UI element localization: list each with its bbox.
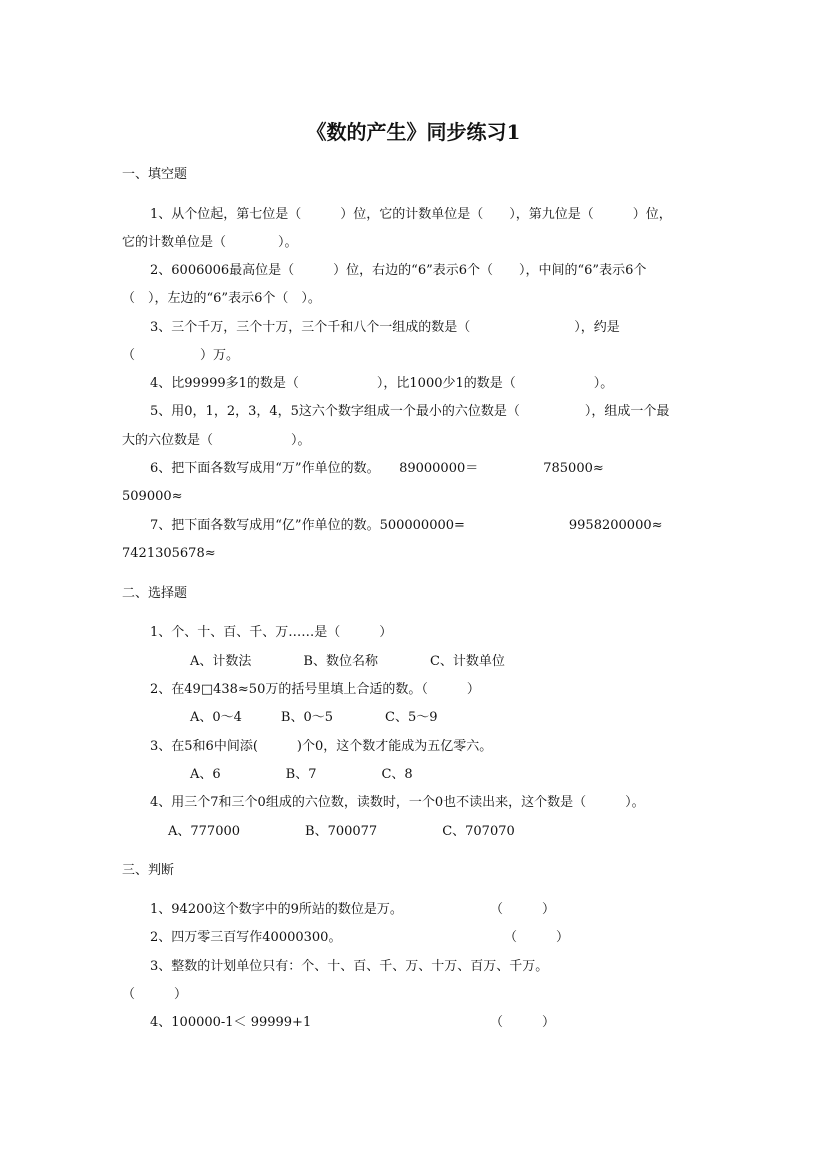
fill-q2-line2: （ ），左边的“6”表示6个（ ）。: [122, 291, 321, 306]
fill-q6-line2: 509000≈: [122, 489, 183, 504]
judge-q3: 3、整数的计划单位只有：个、十、百、千、万、十万、百万、千万。: [150, 959, 549, 974]
fill-q5-line2: 大的六位数是（ ）。: [122, 433, 311, 448]
fill-q2-line1: 2、6006006最高位是（ ）位，右边的“6”表示6个（ ），中间的“6”表示6个: [150, 263, 647, 278]
judge-q2: 2、四万零三百写作40000300。: [150, 930, 342, 945]
section-heading-judge: 三、判断: [122, 863, 175, 878]
fill-q7-line2: 7421305678≈: [122, 546, 216, 561]
fill-q4: 4、比99999多1的数是（ ），比1000少1的数是（ ）。: [150, 376, 614, 391]
choice-q2: 2、在49□438≈50万的括号里填上合适的数。（ ）: [150, 682, 480, 697]
fill-q3-line1: 3、三个千万，三个十万，三个千和八个一组成的数是（ ），约是: [150, 320, 620, 335]
choice-q3: 3、在5和6中间添( )个0，这个数才能成为五亿零六。: [150, 739, 493, 754]
fill-q1-line1: 1、从个位起，第七位是（ ）位，它的计数单位是（ ），第九位是（ ）位，: [150, 207, 672, 222]
choice-q3-options: A、6 B、7 C、8: [190, 767, 413, 782]
fill-q1-line2: 它的计数单位是（ ）。: [122, 235, 298, 250]
choice-q1-options: A、计数法 B、数位名称 C、计数单位: [190, 654, 505, 669]
fill-q7-line1: 7、把下面各数写成用“亿”作单位的数。500000000= 9958200000≈: [150, 518, 663, 533]
section-heading-fill: 一、填空题: [122, 167, 188, 182]
fill-q5-line1: 5、用0，1，2，3，4，5这六个数字组成一个最小的六位数是（ ），组成一个最: [150, 404, 670, 419]
choice-q1: 1、个、十、百、千、万……是（ ）: [150, 625, 393, 640]
judge-q3-answer-bracket: （ ）: [122, 987, 188, 1002]
judge-q1-answer-bracket: （ ）: [490, 902, 556, 917]
fill-q6-line1: 6、把下面各数写成用“万”作单位的数。 89000000＝ 785000≈: [150, 461, 604, 476]
choice-q2-options: A、0～4 B、0～5 C、5～9: [190, 710, 438, 725]
judge-q4-answer-bracket: （ ）: [490, 1015, 556, 1030]
judge-q1: 1、94200这个数字中的9所站的数位是万。: [150, 902, 403, 917]
judge-q2-answer-bracket: （ ）: [504, 930, 570, 945]
choice-q4-options: A、777000 B、700077 C、707070: [168, 824, 515, 839]
choice-q4: 4、用三个7和三个0组成的六位数，读数时，一个0也不读出来，这个数是（ ）。: [150, 795, 645, 810]
section-heading-choice: 二、选择题: [122, 586, 188, 601]
fill-q3-line2: （ ）万。: [122, 348, 240, 363]
page-title: 《数的产生》同步练习1: [306, 120, 521, 144]
judge-q4: 4、100000-1＜ 99999+1: [150, 1015, 312, 1030]
